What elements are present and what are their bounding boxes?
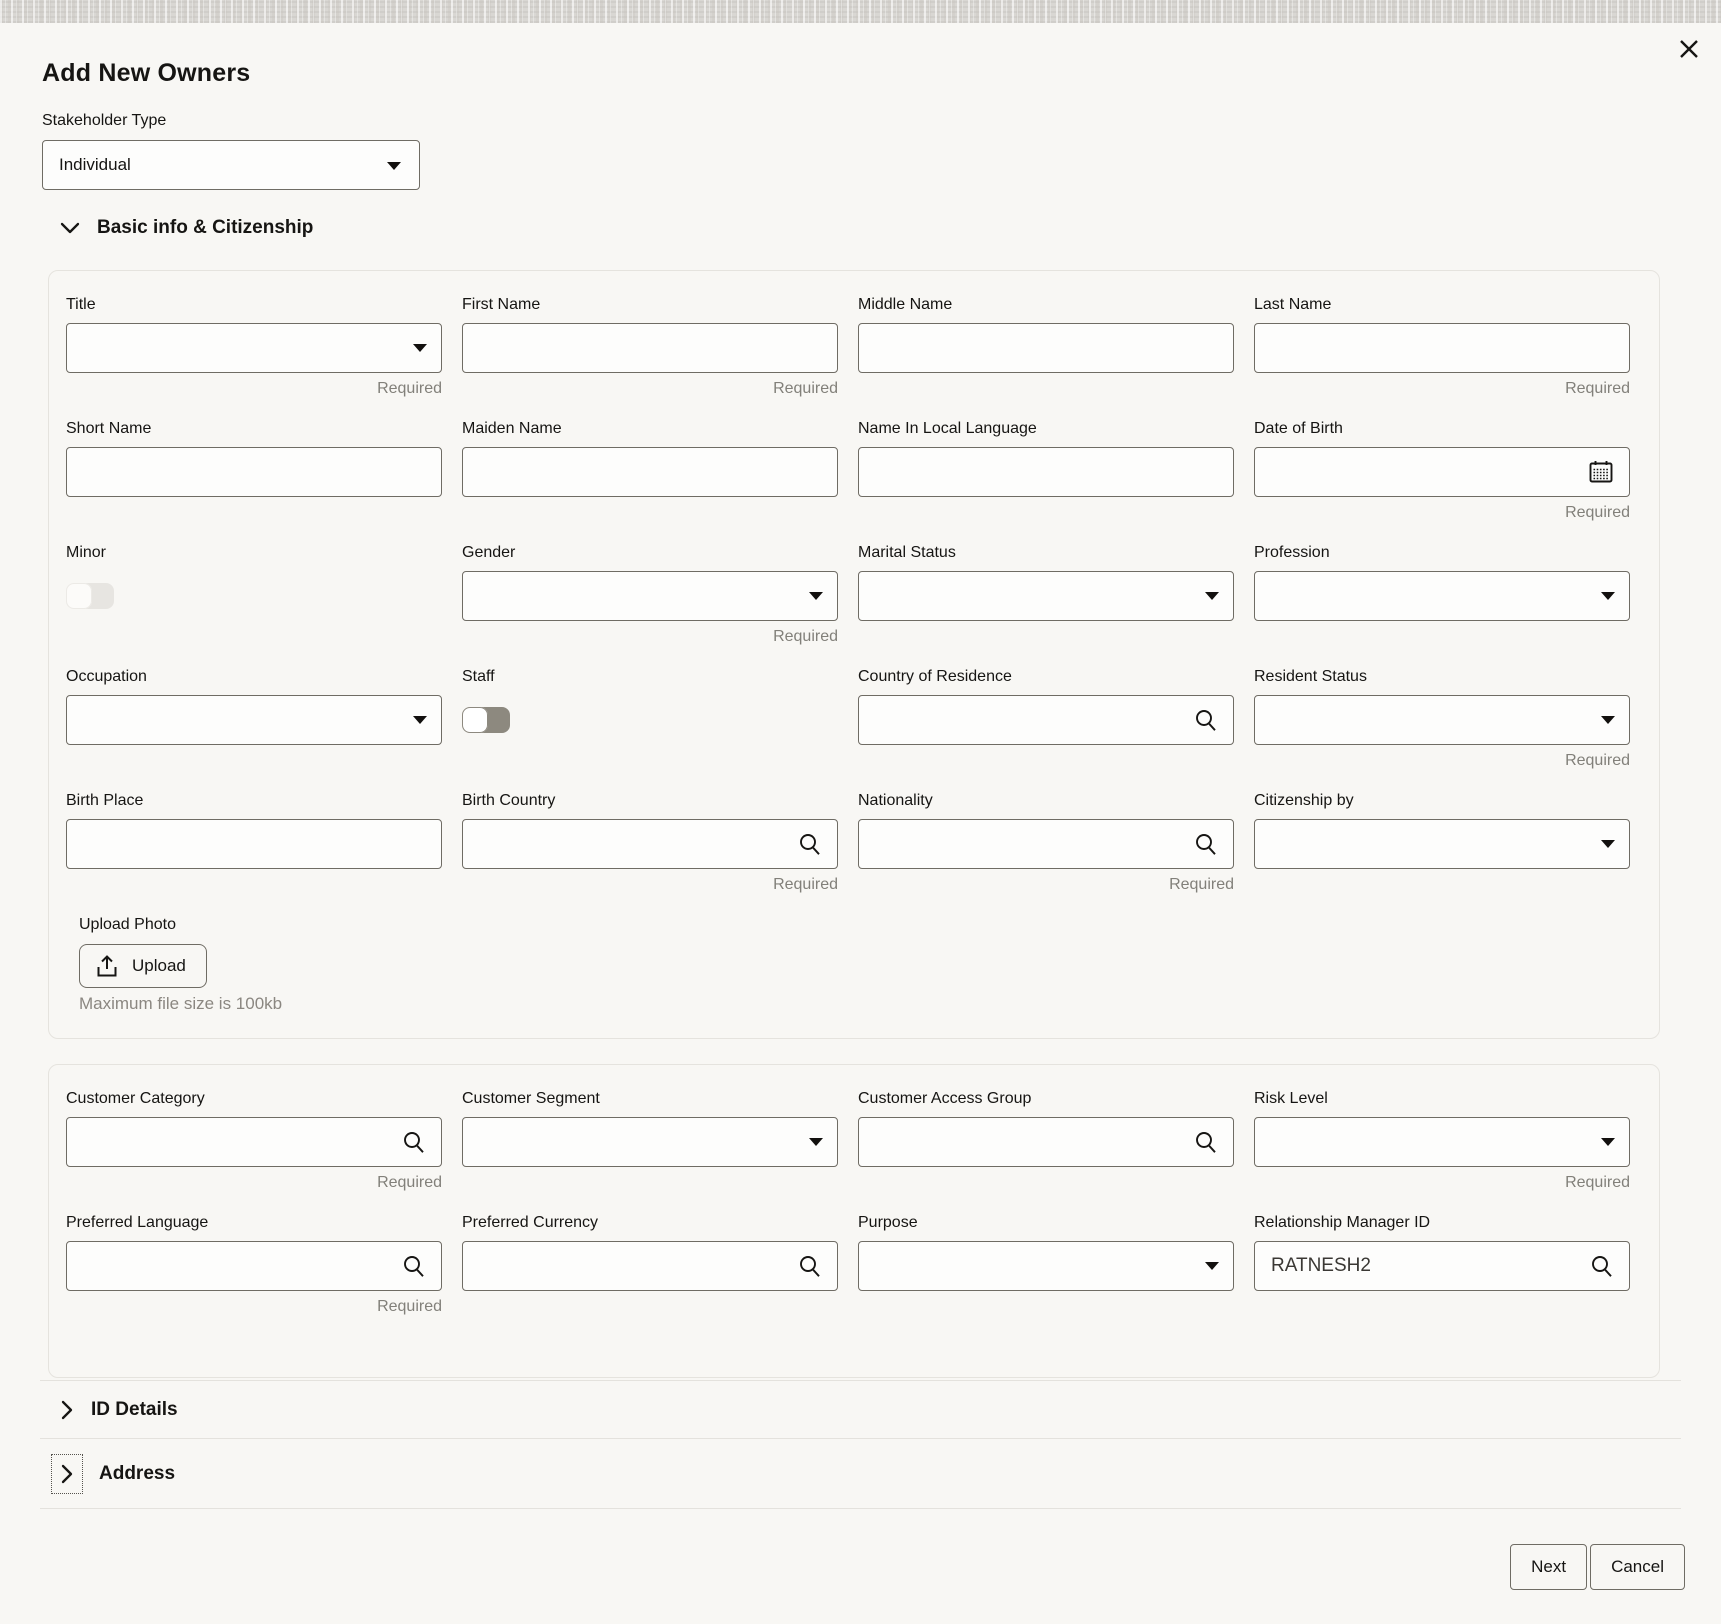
- required-hint: Required: [1169, 876, 1234, 893]
- field-profession: [1254, 543, 1630, 647]
- short-name-input[interactable]: [83, 461, 427, 483]
- staff-toggle[interactable]: [462, 707, 510, 733]
- dropdown-caret-icon: [1601, 716, 1615, 724]
- chevron-right-icon: [60, 1400, 74, 1420]
- dropdown-caret-icon: [387, 162, 401, 170]
- customer-access-group-input[interactable]: [875, 1131, 1185, 1153]
- dropdown-caret-icon: [1601, 592, 1615, 600]
- preferred-language-label: Preferred Language: [66, 1214, 209, 1231]
- local-language-name-input[interactable]: [875, 461, 1219, 483]
- dropdown-caret-icon: [413, 344, 427, 352]
- field-occupation: [66, 667, 442, 771]
- chevron-down-icon: [60, 221, 80, 235]
- required-hint: Required: [377, 1298, 442, 1315]
- relationship-manager-id-label: Relationship Manager ID: [1254, 1214, 1431, 1231]
- dropdown-caret-icon: [1601, 1138, 1615, 1146]
- cancel-button[interactable]: Cancel: [1590, 1544, 1685, 1590]
- hint-spacer: [858, 628, 1234, 647]
- field-country-of-residence: [858, 667, 1234, 771]
- middle-name-label: Middle Name: [858, 296, 953, 313]
- required-hint: Required: [773, 628, 838, 645]
- close-icon: [1676, 36, 1702, 62]
- field-purpose: [858, 1213, 1234, 1317]
- risk-level-select[interactable]: [1254, 1117, 1630, 1167]
- hint-spacer: [462, 1298, 838, 1317]
- minor-label: Minor: [66, 544, 107, 561]
- middle-name-input[interactable]: [875, 337, 1219, 359]
- purpose-label: Purpose: [858, 1214, 918, 1231]
- preferred-currency-input[interactable]: [479, 1255, 789, 1277]
- field-preferred-language: [66, 1213, 442, 1317]
- hint-spacer: [858, 752, 1234, 771]
- hint-spacer: [858, 504, 1234, 523]
- resident-status-label: Resident Status: [1254, 668, 1367, 685]
- title-label: Title: [66, 296, 96, 313]
- toggle-knob: [66, 583, 92, 609]
- nationality-label: Nationality: [858, 792, 933, 809]
- search-icon[interactable]: [1193, 1129, 1219, 1155]
- search-icon[interactable]: [1589, 1253, 1615, 1279]
- field-nationality: [858, 791, 1234, 895]
- field-citizenship-by: [1254, 791, 1630, 895]
- first-name-label: First Name: [462, 296, 541, 313]
- footer-actions: [1510, 1544, 1685, 1590]
- occupation-select[interactable]: [66, 695, 442, 745]
- maiden-name-input[interactable]: [479, 461, 823, 483]
- toggle-knob: [462, 707, 488, 733]
- birth-country-label: Birth Country: [462, 792, 556, 809]
- field-customer-segment: [462, 1089, 838, 1193]
- occupation-label: Occupation: [66, 668, 147, 685]
- search-icon[interactable]: [1193, 707, 1219, 733]
- required-hint: Required: [377, 380, 442, 397]
- title-select[interactable]: [66, 323, 442, 373]
- country-of-residence-label: Country of Residence: [858, 668, 1012, 685]
- field-first-name: [462, 295, 838, 399]
- first-name-input[interactable]: [479, 337, 823, 359]
- section-id-details-title: ID Details: [91, 1398, 178, 1420]
- search-icon[interactable]: [797, 831, 823, 857]
- nationality-input[interactable]: [875, 833, 1185, 855]
- customer-category-input[interactable]: [83, 1131, 393, 1153]
- hint-spacer: [66, 876, 442, 895]
- field-risk-level: [1254, 1089, 1630, 1193]
- hint-spacer: [66, 628, 442, 647]
- required-hint: Required: [773, 876, 838, 893]
- required-hint: Required: [773, 380, 838, 397]
- stakeholder-type-label: Stakeholder Type: [42, 112, 167, 129]
- calendar-icon[interactable]: [1587, 458, 1615, 486]
- dropdown-caret-icon: [809, 592, 823, 600]
- upload-icon: [94, 953, 120, 979]
- citizenship-by-label: Citizenship by: [1254, 792, 1354, 809]
- field-short-name: [66, 419, 442, 523]
- dropdown-caret-icon: [1205, 592, 1219, 600]
- last-name-label: Last Name: [1254, 296, 1332, 313]
- maiden-name-label: Maiden Name: [462, 420, 562, 437]
- hint-spacer: [66, 504, 442, 523]
- required-hint: Required: [1565, 380, 1630, 397]
- minor-toggle: [66, 583, 114, 609]
- country-of-residence-input[interactable]: [875, 709, 1185, 731]
- section-basic-info-title: Basic info & Citizenship: [97, 217, 314, 238]
- short-name-label: Short Name: [66, 420, 152, 437]
- upload-button-label: Upload: [132, 956, 186, 975]
- profession-select[interactable]: [1254, 571, 1630, 621]
- section-id-details-header[interactable]: [0, 1381, 1721, 1438]
- customer-segment-label: Customer Segment: [462, 1090, 600, 1107]
- upload-photo-block: [66, 915, 1629, 1014]
- customer-access-group-label: Customer Access Group: [858, 1090, 1032, 1107]
- field-marital-status: [858, 543, 1234, 647]
- date-of-birth-input[interactable]: [1271, 461, 1579, 483]
- preferred-currency-label: Preferred Currency: [462, 1214, 599, 1231]
- resident-status-select[interactable]: [1254, 695, 1630, 745]
- field-birth-place: [66, 791, 442, 895]
- required-hint: Required: [1565, 752, 1630, 769]
- field-customer-access-group: [858, 1089, 1234, 1193]
- hint-spacer: [858, 380, 1234, 399]
- field-local-language-name: [858, 419, 1234, 523]
- hint-spacer: [66, 752, 442, 771]
- preferred-language-input[interactable]: [83, 1255, 393, 1277]
- upload-photo-label: Upload Photo: [79, 916, 176, 933]
- risk-level-label: Risk Level: [1254, 1090, 1328, 1107]
- hint-spacer: [462, 504, 838, 523]
- dropdown-caret-icon: [1601, 840, 1615, 848]
- birth-country-input[interactable]: [479, 833, 789, 855]
- hint-spacer: [1254, 1298, 1630, 1317]
- field-date-of-birth: [1254, 419, 1630, 523]
- search-icon[interactable]: [401, 1129, 427, 1155]
- hint-spacer: [462, 1174, 838, 1193]
- birth-place-input[interactable]: [83, 833, 427, 855]
- field-title: [66, 295, 442, 399]
- field-relationship-manager-id: [1254, 1213, 1630, 1317]
- chevron-right-icon: [60, 1464, 74, 1484]
- section-basic-info-header[interactable]: [60, 216, 1721, 240]
- gender-label: Gender: [462, 544, 516, 561]
- purpose-select[interactable]: [858, 1241, 1234, 1291]
- staff-label: Staff: [462, 668, 495, 685]
- stakeholder-type-value: Individual: [59, 155, 131, 174]
- focus-ring: [52, 1455, 82, 1493]
- field-staff: [462, 667, 838, 771]
- dropdown-caret-icon: [1205, 1262, 1219, 1270]
- gender-select[interactable]: [462, 571, 838, 621]
- relationship-manager-id-input[interactable]: [1271, 1255, 1581, 1277]
- search-icon[interactable]: [797, 1253, 823, 1279]
- next-button[interactable]: Next: [1510, 1544, 1587, 1590]
- hint-spacer: [1254, 876, 1630, 895]
- citizenship-by-select[interactable]: [1254, 819, 1630, 869]
- local-language-name-label: Name In Local Language: [858, 420, 1037, 437]
- marital-status-select[interactable]: [858, 571, 1234, 621]
- required-hint: Required: [377, 1174, 442, 1191]
- section-address-title: Address: [99, 1462, 176, 1484]
- page-title: Add New Owners: [42, 59, 251, 87]
- dropdown-caret-icon: [809, 1138, 823, 1146]
- field-maiden-name: [462, 419, 838, 523]
- close-button[interactable]: [1671, 31, 1707, 67]
- required-hint: Required: [1565, 504, 1630, 521]
- stakeholder-type-select[interactable]: [42, 140, 420, 190]
- section-address-header[interactable]: [0, 1439, 1721, 1508]
- customer-category-label: Customer Category: [66, 1090, 205, 1107]
- customer-segment-select[interactable]: [462, 1117, 838, 1167]
- section-divider: [40, 1508, 1681, 1509]
- field-preferred-currency: [462, 1213, 838, 1317]
- hint-spacer: [858, 1174, 1234, 1193]
- field-minor: [66, 543, 442, 647]
- page-background-texture: [0, 0, 1721, 23]
- field-middle-name: [858, 295, 1234, 399]
- search-icon[interactable]: [1193, 831, 1219, 857]
- field-resident-status: [1254, 667, 1630, 771]
- search-icon[interactable]: [401, 1253, 427, 1279]
- required-hint: Required: [1565, 1174, 1630, 1191]
- profession-label: Profession: [1254, 544, 1330, 561]
- last-name-input[interactable]: [1271, 337, 1615, 359]
- date-of-birth-label: Date of Birth: [1254, 420, 1343, 437]
- field-last-name: [1254, 295, 1630, 399]
- marital-status-label: Marital Status: [858, 544, 956, 561]
- field-gender: [462, 543, 838, 647]
- hint-spacer: [858, 1298, 1234, 1317]
- birth-place-label: Birth Place: [66, 792, 144, 809]
- customer-details-card: [48, 1064, 1660, 1378]
- dropdown-caret-icon: [413, 716, 427, 724]
- hint-spacer: [462, 752, 838, 771]
- field-customer-category: [66, 1089, 442, 1193]
- upload-button[interactable]: [79, 944, 207, 988]
- basic-info-card: [48, 270, 1660, 1039]
- hint-spacer: [1254, 628, 1630, 647]
- upload-size-hint: Maximum file size is 100kb: [79, 994, 283, 1013]
- field-birth-country: [462, 791, 838, 895]
